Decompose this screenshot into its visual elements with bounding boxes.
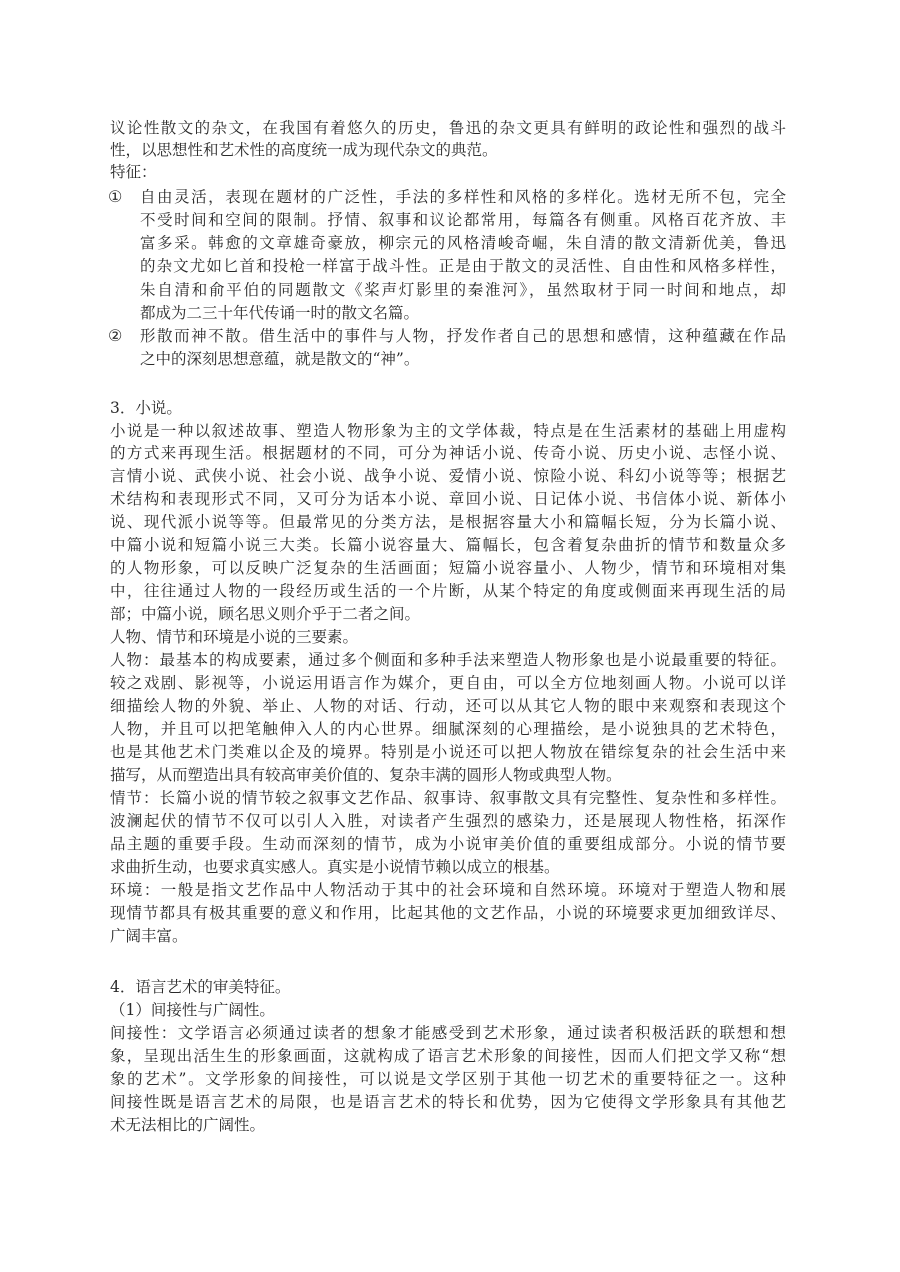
list-marker: ① bbox=[108, 187, 123, 206]
text-line: 人物：最基本的构成要素，通过多个侧面和多种手法来塑造人物形象也是小说最重要的特征。 bbox=[110, 651, 786, 669]
list-marker: ② bbox=[108, 326, 123, 345]
text-line: 都成为二三十年代传诵一时的散文名篇。 bbox=[140, 304, 420, 322]
text-line: 朱自清和俞平伯的同题散文《桨声灯影里的秦淮河》，虽然取材于同一时间和地点，却 bbox=[140, 281, 786, 299]
text-line: 小说是一种以叙述故事、塑造人物形象为主的文学体裁，特点是在生活素材的基础上用虚构 bbox=[110, 422, 786, 440]
text-line: 中，往往通过人物的一段经历或生活的一个片断，从某个特定的角度或侧面来再现生活的局 bbox=[110, 582, 786, 600]
text-line: 言情小说、武侠小说、社会小说、战争小说、爱情小说、惊险小说、科幻小说等等；根据艺 bbox=[110, 467, 786, 485]
text-line: 部；中篇小说，顾名思义则介乎于二者之间。 bbox=[110, 605, 421, 623]
text-line: 细描绘人物的外貌、举止、人物的对话、行动，还可以从其它人物的眼中来观察和表现这个 bbox=[110, 697, 786, 715]
text-line: 自由灵活，表现在题材的广泛性，手法的多样性和风格的多样化。选材无所不包，完全 bbox=[140, 188, 786, 206]
text-line: 中篇小说和短篇小说三大类。长篇小说容量大、篇幅长，包含着复杂曲折的情节和数量众多 bbox=[110, 536, 786, 554]
text-line: 4．语言艺术的审美特征。 bbox=[110, 978, 291, 996]
text-line: 间接性既是语言艺术的局限，也是语言艺术的特长和优势，因为它使得文学形象具有其他艺 bbox=[110, 1093, 786, 1111]
text-line: 的杂文尤如匕首和投枪一样富于战斗性。正是由于散文的灵活性、自由性和风格多样性， bbox=[140, 257, 786, 275]
text-line: 间接性：文学语言必须通过读者的想象才能感受到艺术形象，通过读者积极活跃的联想和想 bbox=[110, 1024, 786, 1042]
text-line: 术无法相比的广阔性。 bbox=[110, 1116, 266, 1134]
text-line: 术结构和表现形式不同，又可分为话本小说、章回小说、日记体小说、书信体小说、新体小 bbox=[110, 490, 786, 508]
text-line: 形散而神不散。借生活中的事件与人物，抒发作者自己的思想和感情，这种蕴藏在作品 bbox=[140, 327, 786, 345]
text-line: 广阔丰富。 bbox=[110, 927, 188, 945]
text-line: 象，呈现出活生生的形象画面，这就构成了语言艺术形象的间接性，因而人们把文学又称“想 bbox=[110, 1047, 786, 1065]
text-line: 波澜起伏的情节不仅可以引人入胜，对读者产生强烈的感染力，还是展现人物性格，拓深作 bbox=[110, 812, 786, 830]
text-line: 求曲折生动，也要求真实感人。真实是小说情节赖以成立的根基。 bbox=[110, 858, 560, 876]
text-line: 品主题的重要手段。生动而深刻的情节，成为小说审美价值的重要组成部分。小说的情节要 bbox=[110, 835, 786, 853]
text-line: 的人物形象，可以反映广泛复杂的生活画面；短篇小说容量小、人物少，情节和环境相对集 bbox=[110, 559, 786, 577]
text-line: 现情节都具有极其重要的意义和作用，比起其他的文艺作品，小说的环境要求更加细致详尽、 bbox=[110, 904, 786, 922]
text-line: 也是其他艺术门类难以企及的境界。特别是小说还可以把人物放在错综复杂的社会生活中来 bbox=[110, 743, 786, 761]
text-line: 议论性散文的杂文，在我国有着悠久的历史，鲁迅的杂文更具有鲜明的政论性和强烈的战斗 bbox=[110, 119, 786, 137]
text-line: 3．小说。 bbox=[110, 399, 182, 417]
text-line: 描写，从而塑造出具有较高审美价值的、复杂丰满的圆形人物或典型人物。 bbox=[110, 766, 622, 784]
text-line: 象的艺术”。文学形象的间接性，可以说是文学区别于其他一切艺术的重要特征之一。这种 bbox=[110, 1070, 786, 1088]
text-line: （1）间接性与广阔性。 bbox=[110, 1001, 275, 1019]
text-line: 环境：一般是指文艺作品中人物活动于其中的社会环境和自然环境。环境对于塑造人物和展 bbox=[110, 881, 786, 899]
text-line: 富多采。韩愈的文章雄奇豪放，柳宗元的风格清峻奇崛，朱自清的散文清新优美，鲁迅 bbox=[140, 234, 786, 252]
text-line: 情节：长篇小说的情节较之叙事文艺作品、叙事诗、叙事散文具有完整性、复杂性和多样性。 bbox=[110, 789, 786, 807]
text-line: 人物、情节和环境是小说的三要素。 bbox=[110, 628, 359, 646]
text-line: 的方式来再现生活。根据题材的不同，可分为神话小说、传奇小说、历史小说、志怪小说、 bbox=[110, 444, 786, 462]
text-line: 性，以思想性和艺术性的高度统一成为现代杂文的典范。 bbox=[110, 141, 498, 159]
text-line: 特征： bbox=[110, 163, 157, 181]
text-line: 人物，并且可以把笔触伸入人的内心世界。细腻深刻的心理描绘，是小说独具的艺术特色， bbox=[110, 720, 786, 738]
text-line: 较之戏剧、影视等，小说运用语言作为媒介，更自由，可以全方位地刻画人物。小说可以详 bbox=[110, 674, 786, 692]
text-line: 之中的深刻思想意蕴，就是散文的“神”。 bbox=[140, 350, 420, 368]
text-line: 不受时间和空间的限制。抒情、叙事和议论都常用，每篇各有侧重。风格百花齐放、丰 bbox=[140, 211, 786, 229]
text-line: 说、现代派小说等等。但最常见的分类方法，是根据容量大小和篇幅长短，分为长篇小说、 bbox=[110, 513, 786, 531]
